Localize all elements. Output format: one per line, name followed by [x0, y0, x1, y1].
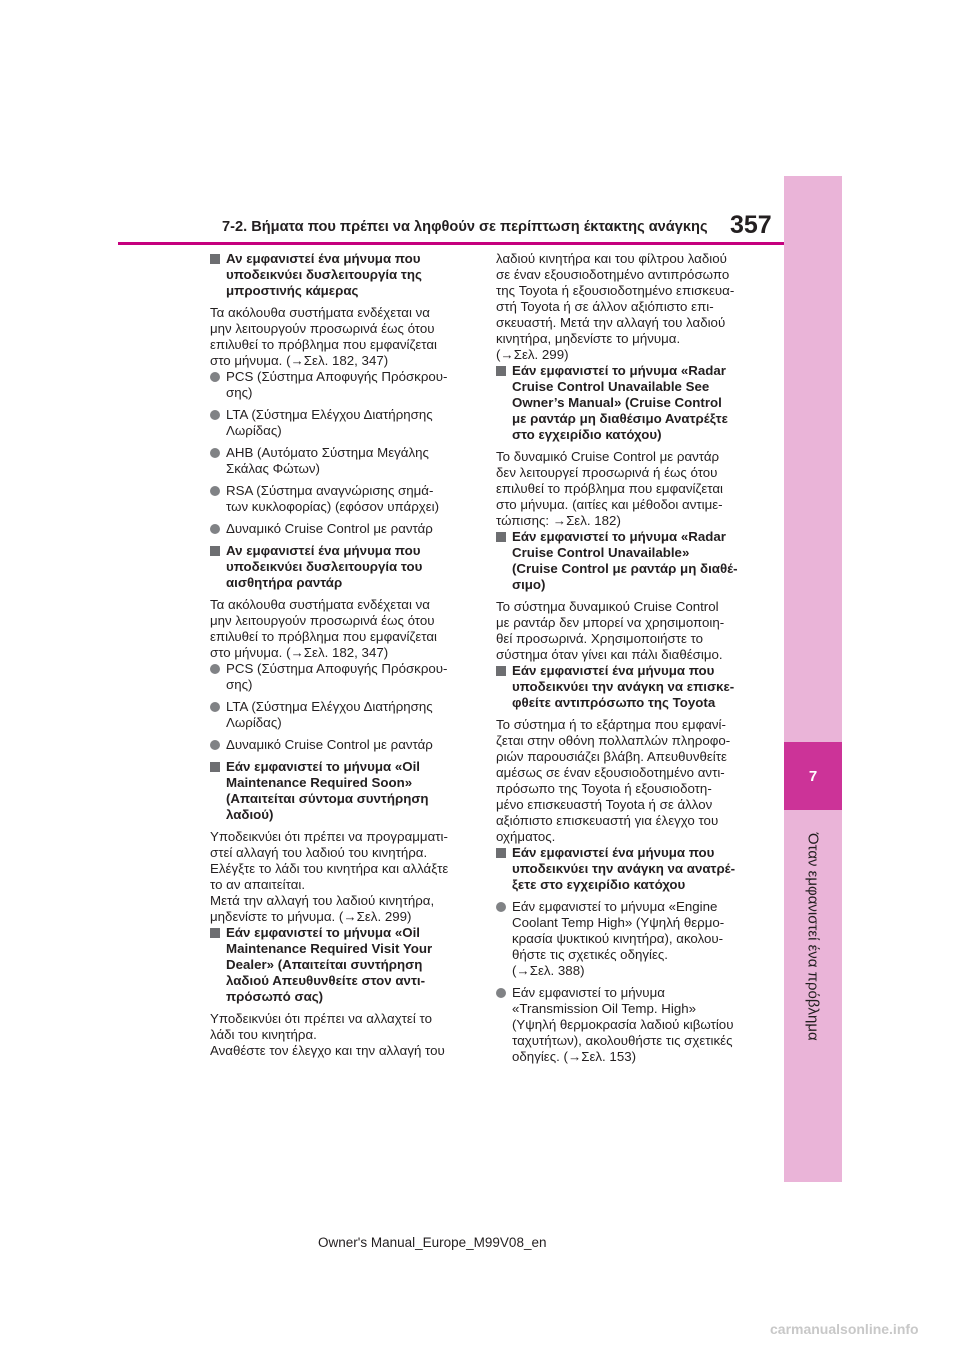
text-line: Υποδεικνύει ότι πρέπει να προγραμματι-: [210, 829, 448, 844]
text-line: (→Σελ. 388): [512, 963, 585, 978]
text-line: ριών παρουσιάζει βλάβη. Απευθυνθείτε: [496, 749, 727, 764]
paragraph: [496, 251, 748, 363]
square-bullet-icon: [496, 532, 506, 542]
round-bullet-icon: [496, 988, 506, 998]
round-bullet-icon: [210, 448, 220, 458]
text-line: Εάν εμφανιστεί ένα μήνυμα που: [512, 845, 715, 860]
text-line: οχήματος.: [496, 829, 556, 844]
text-line: υποδεικνύει την ανάγκη να ανατρέ-: [512, 861, 736, 876]
text-line: (Υψηλή θερμοκρασία λαδιού κιβωτίου: [512, 1017, 734, 1032]
text-line: αξιόπιστο επισκευαστή για έλεγχο του: [496, 813, 719, 828]
text-line: Αν εμφανιστεί ένα μήνυμα που: [226, 543, 421, 558]
section-heading: [496, 529, 748, 593]
paragraph: [496, 717, 748, 845]
text-line: LTA (Σύστημα Ελέγχου Διατήρησης: [226, 407, 433, 422]
text-line: υποδεικνύει την ανάγκη να επισκε-: [512, 679, 735, 694]
text-line: των κυκλοφορίας) (εφόσον υπάρχει): [226, 499, 440, 514]
square-bullet-icon: [210, 928, 220, 938]
chapter-title-wrap: [798, 833, 828, 1083]
text-line: ταχυτήτων), ακολουθήστε τις σχετικές: [512, 1033, 733, 1048]
section-heading: [210, 251, 462, 299]
bullet-item: [496, 985, 748, 1065]
bullet-item: [210, 737, 462, 753]
round-bullet-icon: [210, 702, 220, 712]
text-line: (Απαιτείται σύντομα συντήρηση: [226, 791, 429, 806]
text-line: πρόσωπό σας): [226, 989, 324, 1004]
text-line: λάδι του κινητήρα.: [210, 1027, 317, 1042]
text-line: PCS (Σύστημα Αποφυγής Πρόσκρου-: [226, 661, 448, 676]
text-line: μπροστινής κάμερας: [226, 283, 359, 298]
text-line: Δυναμικό Cruise Control με ραντάρ: [226, 737, 433, 752]
text-line: Cruise Control Unavailable»: [512, 545, 690, 560]
text-line: ξετε στο εγχειρίδιο κατόχου: [512, 877, 686, 892]
paragraph: [210, 597, 462, 661]
text-line: Δυναμικό Cruise Control με ραντάρ: [226, 521, 433, 536]
text-line: Maintenance Required Soon»: [226, 775, 413, 790]
text-line: σης): [226, 385, 253, 400]
text-line: σε έναν εξουσιοδοτημένο αντιπρόσωπο: [496, 267, 730, 282]
round-bullet-icon: [210, 410, 220, 420]
header-rule: [118, 242, 784, 245]
section-title: 7-2. Βήματα που πρέπει να ληφθούν σε περίπτωση έκτακτης ανάγκης: [222, 219, 708, 235]
text-line: Υποδεικνύει ότι πρέπει να αλλαχτεί το: [210, 1011, 432, 1026]
round-bullet-icon: [210, 524, 220, 534]
text-line: αισθητήρα ραντάρ: [226, 575, 343, 590]
text-line: Σκάλας Φώτων): [226, 461, 320, 476]
text-line: θήστε τις σχετικές οδηγίες.: [512, 947, 669, 962]
bullet-item: [210, 483, 462, 515]
text-line: Εάν εμφανιστεί το μήνυμα: [512, 985, 665, 1000]
text-line: υποδεικνύει δυσλειτουργία του: [226, 559, 423, 574]
section-heading: [496, 845, 748, 893]
text-line: το αν απαιτείται.: [210, 877, 306, 892]
text-line: επιλυθεί το πρόβλημα που εμφανίζεται: [210, 337, 437, 352]
paragraph: [210, 1011, 462, 1043]
text-line: Το δυναμικό Cruise Control με ραντάρ: [496, 449, 720, 464]
text-line: «Transmission Oil Temp. High»: [512, 1001, 697, 1016]
section-heading: [496, 663, 748, 711]
round-bullet-icon: [210, 372, 220, 382]
text-line: Coolant Temp High» (Υψηλή θερμο-: [512, 915, 725, 930]
round-bullet-icon: [496, 902, 506, 912]
text-line: Τα ακόλουθα συστήματα ενδέχεται να: [210, 305, 430, 320]
text-line: λαδιού κινητήρα και του φίλτρου λαδιού: [496, 251, 727, 266]
footer-manual-id: Owner's Manual_Europe_M99V08_en: [318, 1235, 547, 1250]
bullet-item: [210, 407, 462, 439]
square-bullet-icon: [496, 366, 506, 376]
text-line: λαδιού): [226, 807, 274, 822]
text-line: Εάν εμφανιστεί το μήνυμα «Oil: [226, 925, 420, 940]
text-line: στο μήνυμα. (→Σελ. 182, 347): [210, 353, 389, 368]
chapter-title: Όταν εμφανιστεί ένα πρόβλημα: [804, 833, 822, 1041]
square-bullet-icon: [496, 666, 506, 676]
bullet-item: [210, 521, 462, 537]
text-line: RSA (Σύστημα αναγνώρισης σημά-: [226, 483, 434, 498]
text-line: λαδιού Απευθυνθείτε στον αντι-: [226, 973, 426, 988]
text-line: Τα ακόλουθα συστήματα ενδέχεται να: [210, 597, 430, 612]
text-line: επιλυθεί το πρόβλημα που εμφανίζεται: [210, 629, 437, 644]
text-line: Dealer» (Απαιτείται συντήρηση: [226, 957, 423, 972]
text-line: Εάν εμφανιστεί το μήνυμα «Radar: [512, 363, 726, 378]
text-line: σκευαστή. Μετά την αλλαγή του λαδιού: [496, 315, 726, 330]
text-line: στο μήνυμα. (αιτίες και μέθοδοι αντιμε-: [496, 497, 723, 512]
text-line: κινητήρα, μηδενίστε το μήνυμα.: [496, 331, 681, 346]
bullet-item: [210, 661, 462, 693]
text-line: (Cruise Control με ραντάρ μη διαθέ-: [512, 561, 738, 576]
text-line: φθείτε αντιπρόσωπο της Toyota: [512, 695, 716, 710]
text-line: με ραντάρ μη διαθέσιμο Ανατρέξτε: [512, 411, 728, 426]
section-heading: [210, 759, 462, 823]
left-column: [210, 251, 462, 1059]
square-bullet-icon: [496, 848, 506, 858]
text-line: στο εγχειρίδιο κατόχου): [512, 427, 662, 442]
text-line: Εάν εμφανιστεί το μήνυμα «Oil: [226, 759, 420, 774]
text-line: AHB (Αυτόματο Σύστημα Μεγάλης: [226, 445, 429, 460]
text-line: μηδενίστε το μήνυμα. (→Σελ. 299): [210, 909, 412, 924]
text-line: Cruise Control Unavailable See: [512, 379, 710, 394]
paragraph: [210, 1043, 462, 1059]
paragraph: [210, 305, 462, 369]
text-line: Το σύστημα ή το εξάρτημα που εμφανί-: [496, 717, 726, 732]
text-line: μην λειτουργούν προσωρινά έως ότου: [210, 613, 435, 628]
text-line: μένο επισκευαστή Toyota ή σε άλλον: [496, 797, 713, 812]
text-line: Εάν εμφανιστεί το μήνυμα «Radar: [512, 529, 726, 544]
right-column: [496, 251, 748, 1071]
bullet-item: [210, 699, 462, 731]
text-line: Ελέγξτε το λάδι του κινητήρα και αλλάξτε: [210, 861, 449, 876]
round-bullet-icon: [210, 664, 220, 674]
text-line: Αναθέστε τον έλεγχο και την αλλαγή του: [210, 1043, 445, 1058]
text-line: υποδεικνύει δυσλειτουργία της: [226, 267, 422, 282]
square-bullet-icon: [210, 762, 220, 772]
paragraph: [210, 829, 462, 861]
bullet-item: [210, 445, 462, 477]
text-line: δεν λειτουργεί προσωρινά ή έως ότου: [496, 465, 718, 480]
text-line: επιλυθεί το πρόβλημα που εμφανίζεται: [496, 481, 723, 496]
text-line: ζεται στην οθόνη πολλαπλών πληροφο-: [496, 733, 731, 748]
section-heading: [210, 925, 462, 1005]
section-heading: [210, 543, 462, 591]
text-line: Εάν εμφανιστεί το μήνυμα «Engine: [512, 899, 718, 914]
watermark[interactable]: carmanualsonline.info: [770, 1321, 919, 1337]
text-line: κρασία ψυκτικού κινητήρα), ακολου-: [512, 931, 724, 946]
text-line: μην λειτουργούν προσωρινά έως ότου: [210, 321, 435, 336]
text-line: (→Σελ. 299): [496, 347, 569, 362]
text-line: PCS (Σύστημα Αποφυγής Πρόσκρου-: [226, 369, 448, 384]
text-line: οδηγίες. (→Σελ. 153): [512, 1049, 637, 1064]
section-heading: [496, 363, 748, 443]
text-line: Μετά την αλλαγή του λαδιού κινητήρα,: [210, 893, 435, 908]
text-line: της Toyota ή εξουσιοδοτημένο επισκευα-: [496, 283, 735, 298]
text-line: Λωρίδας): [226, 423, 282, 438]
bullet-item: [210, 369, 462, 401]
text-line: Αν εμφανιστεί ένα μήνυμα που: [226, 251, 421, 266]
square-bullet-icon: [210, 546, 220, 556]
round-bullet-icon: [210, 486, 220, 496]
text-line: LTA (Σύστημα Ελέγχου Διατήρησης: [226, 699, 433, 714]
chapter-number-tab: 7: [784, 742, 842, 810]
text-line: Εάν εμφανιστεί ένα μήνυμα που: [512, 663, 715, 678]
page-number: 357: [730, 211, 772, 239]
text-line: στή Toyota ή σε άλλον αξιόπιστο επι-: [496, 299, 714, 314]
text-line: θεί προσωρινά. Χρησιμοποιήστε το: [496, 631, 704, 646]
square-bullet-icon: [210, 254, 220, 264]
text-line: Owner’s Manual» (Cruise Control: [512, 395, 722, 410]
bullet-item: [496, 899, 748, 979]
paragraph: [210, 893, 462, 925]
round-bullet-icon: [210, 740, 220, 750]
text-line: τώπισης: →Σελ. 182): [496, 513, 621, 528]
text-line: Maintenance Required Visit Your: [226, 941, 433, 956]
paragraph: [210, 861, 462, 893]
paragraph: [496, 599, 748, 663]
text-line: με ραντάρ δεν μπορεί να χρησιμοποιη-: [496, 615, 725, 630]
text-line: Λωρίδας): [226, 715, 282, 730]
text-line: σης): [226, 677, 253, 692]
text-line: πρόσωπο της Toyota ή εξουσιοδοτη-: [496, 781, 712, 796]
text-line: στο μήνυμα. (→Σελ. 182, 347): [210, 645, 389, 660]
text-line: σιμο): [512, 577, 546, 592]
text-line: αμέσως σε έναν εξουσιοδοτημένο αντι-: [496, 765, 725, 780]
text-line: στεί αλλαγή του λαδιού του κινητήρα.: [210, 845, 428, 860]
paragraph: [496, 449, 748, 529]
text-line: σύστημα όταν γίνει και πάλι διαθέσιμο.: [496, 647, 723, 662]
text-line: Το σύστημα δυναμικού Cruise Control: [496, 599, 719, 614]
